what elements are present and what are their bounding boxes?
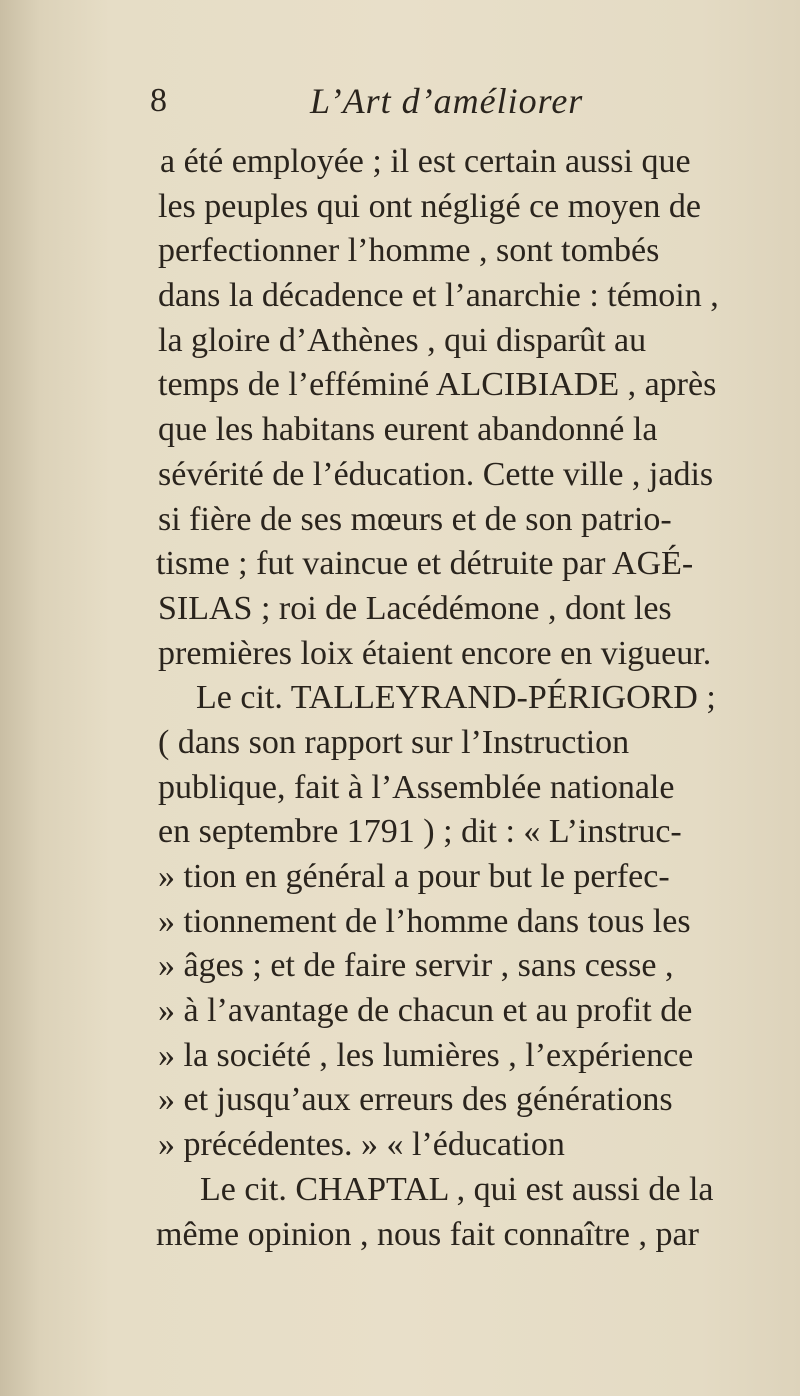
text-line: premières loix étaient encore en vigueur. xyxy=(158,634,712,672)
text-line: que les habitans eurent abandonné la xyxy=(158,411,658,449)
quote-line: » tionnement de l’homme dans tous les xyxy=(158,902,691,940)
quote-line: » et jusqu’aux erreurs des générations xyxy=(158,1081,673,1119)
text-line: si fière de ses mœurs et de son patrio- xyxy=(158,500,672,538)
quote-line: » tion en général a pour but le perfec- xyxy=(158,858,670,895)
text-line: en septembre 1791 ) ; dit : « L’instruc- xyxy=(158,813,682,851)
text-line: ( dans son rapport sur l’Instruction xyxy=(158,723,630,761)
page-header xyxy=(150,80,710,130)
text-line: la gloire d’Athènes , qui disparût au xyxy=(158,321,647,359)
text-line: perfectionner l’homme , sont tombés xyxy=(158,232,660,270)
quote-line: » précédentes. » « l’éducation xyxy=(158,1126,565,1164)
quote-line: » âges ; et de faire servir , sans cesse , xyxy=(158,947,674,985)
body-text xyxy=(156,140,770,1257)
text-line: tisme ; fut vaincue et détruite par AGÉ- xyxy=(156,545,694,583)
text-line: dans la décadence et l’anarchie : témoin , xyxy=(158,277,719,315)
text-line: SILAS ; roi de Lacédémone , dont les xyxy=(158,589,672,627)
text-line: les peuples qui ont négligé ce moyen de xyxy=(158,187,701,225)
text-line: a été employée ; il est certain aussi que xyxy=(160,143,691,180)
quote-line: » la société , les lumières , l’expérience xyxy=(158,1036,694,1074)
text-line: même opinion , nous fait connaître , par xyxy=(156,1215,699,1253)
text-line: Le cit. TALLEYRAND-PÉRIGORD ; xyxy=(196,679,716,717)
text-line: publique, fait à l’Assemblée nationale xyxy=(158,768,675,806)
page-number: 8 xyxy=(150,82,167,119)
text-line: sévérité de l’éducation. Cette ville , jadis xyxy=(158,455,714,493)
quote-line: » à l’avantage de chacun et au profit de xyxy=(158,992,693,1030)
text-line: temps de l’efféminé ALCIBIADE , après xyxy=(158,366,717,404)
running-title: L’Art d’améliorer xyxy=(310,81,584,121)
text-line: Le cit. CHAPTAL , qui est aussi de la xyxy=(200,1170,714,1208)
